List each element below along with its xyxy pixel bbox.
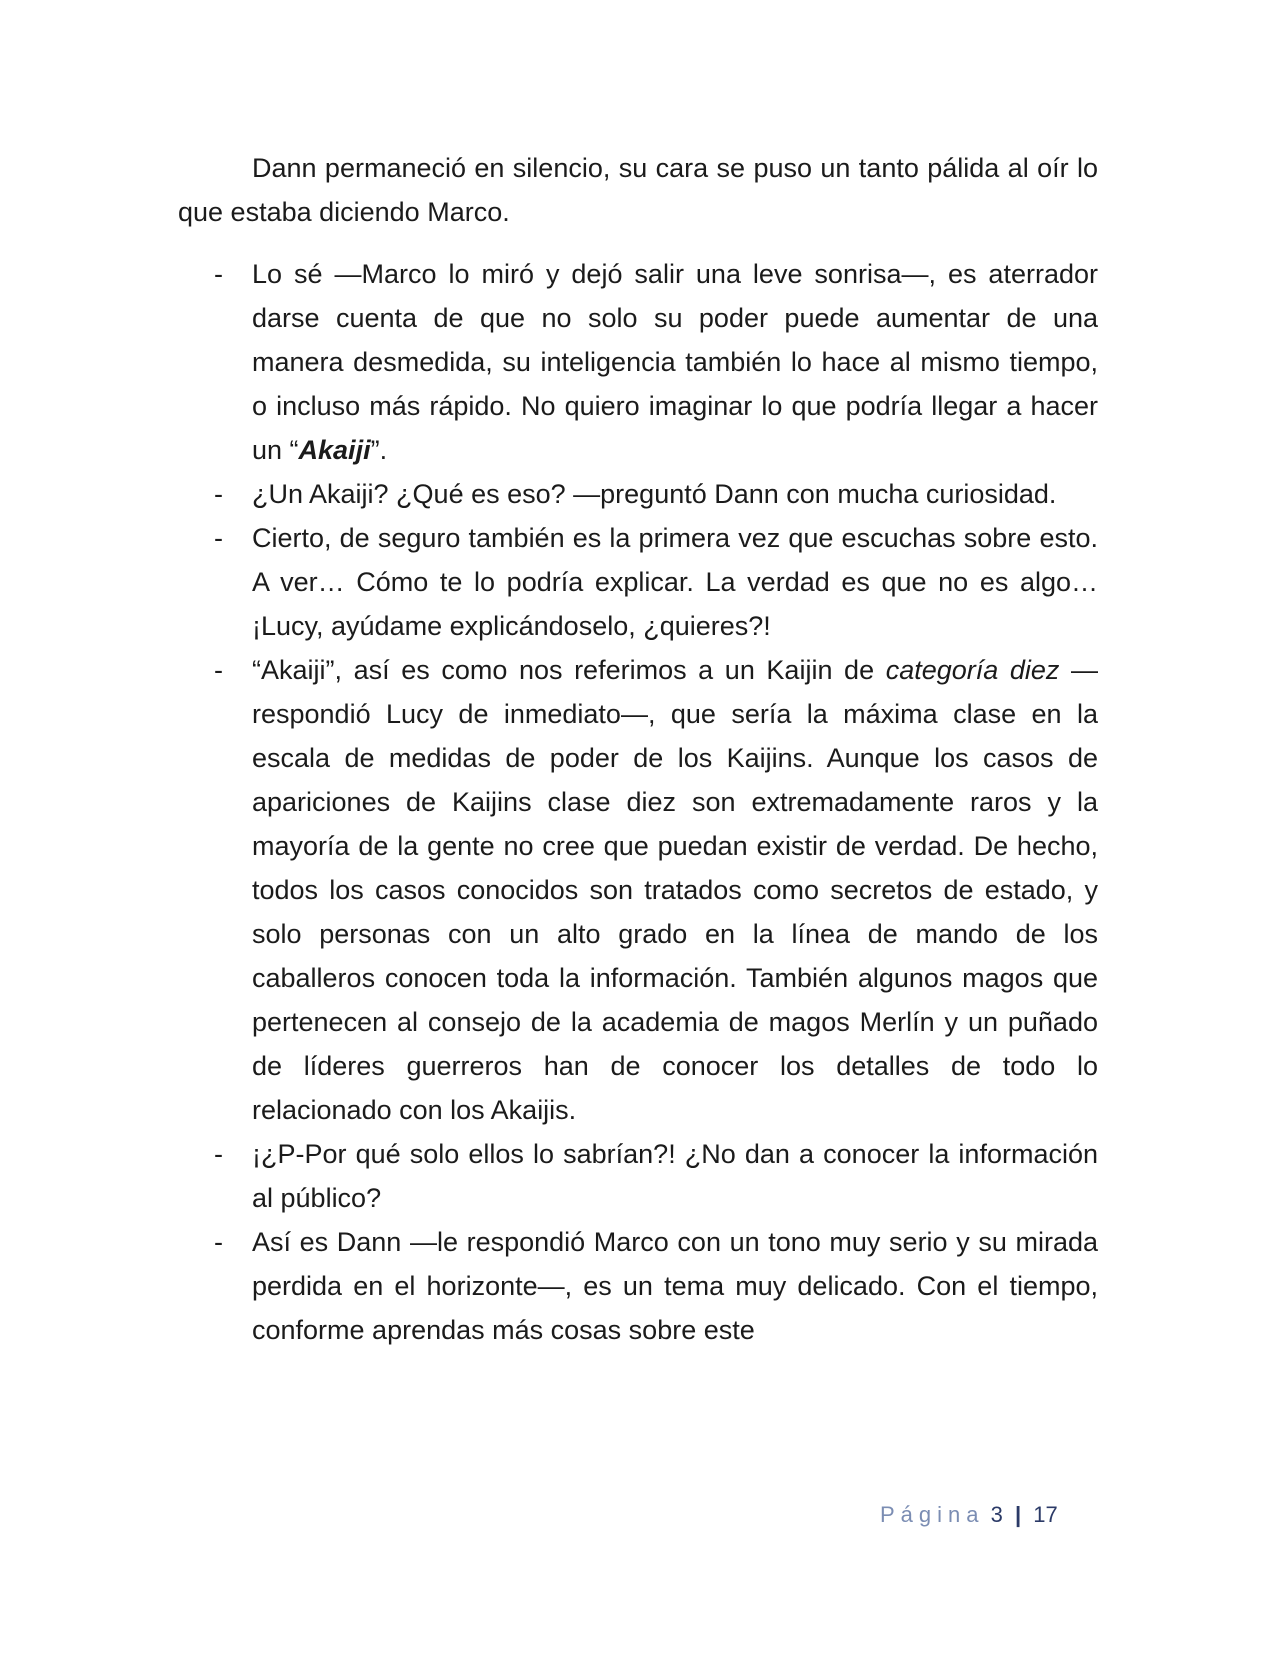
dialogue-list: [178, 252, 1098, 1352]
dialogue-dash: -: [214, 479, 223, 509]
dialogue-dash: -: [214, 523, 223, 553]
page-total: 17: [1033, 1502, 1058, 1527]
page-footer: [880, 1500, 1080, 1530]
dialogue-text-6: Así es Dann —le respondió Marco con un tono muy serio y su mirada perdida en el horizonte—, es un tema muy delicado. Con el tiempo, conforme aprendas más cosas sobre este: [252, 1227, 1098, 1345]
dialogue-line-3: [178, 516, 1098, 648]
dialogue-line-1: [178, 252, 1098, 472]
dialogue-text-1-end: ”.: [370, 435, 388, 465]
dialogue-line-6: [178, 1220, 1098, 1352]
dialogue-text-4-start: “Akaiji”, así es como nos referimos a un Kaijin de: [252, 655, 886, 685]
dialogue-text-1: [252, 252, 1098, 472]
dialogue-line-2: [178, 472, 1098, 516]
page-separator: |: [1015, 1502, 1022, 1527]
term-akaiji: Akaiji: [298, 435, 371, 465]
page-label: Página: [880, 1502, 985, 1527]
dialogue-dash: -: [214, 1227, 223, 1257]
dialogue-text-2: ¿Un Akaiji? ¿Qué es eso? —preguntó Dann con mucha curiosidad.: [252, 479, 1057, 509]
dialogue-dash: -: [214, 259, 223, 289]
dialogue-dash: -: [214, 1139, 223, 1169]
dialogue-text-1-start: Lo sé —Marco lo miró y dejó salir una leve sonrisa—, es aterrador darse cuenta de que no solo su poder puede aumentar de una manera desmedida, su inteligencia también lo hace al mismo tiempo, o incluso más rápido. No quiero imaginar lo que podría llegar a hacer un “: [252, 259, 1098, 465]
dialogue-dash: -: [214, 655, 223, 685]
body-text: [178, 146, 1098, 1352]
dialogue-text-4: [252, 648, 1098, 1132]
page-number: 3: [990, 1502, 1003, 1527]
dialogue-line-4: [178, 648, 1098, 1132]
dialogue-text-5: ¡¿P-Por qué solo ellos lo sabrían?! ¿No dan a conocer la información al público?: [252, 1139, 1098, 1213]
dialogue-text-3: Cierto, de seguro también es la primera vez que escuchas sobre esto. A ver… Cómo te lo podría explicar. La verdad es que no es algo… ¡Lucy, ayúdame explicándoselo, ¿quieres?!: [252, 523, 1098, 641]
term-categoria-diez: categoría diez: [885, 655, 1060, 685]
dialogue-line-5: [178, 1132, 1098, 1220]
intro-paragraph: Dann permaneció en silencio, su cara se puso un tanto pálida al oír lo que estaba diciendo Marco.: [178, 153, 1098, 227]
dialogue-text-4-end: —respondió Lucy de inmediato—, que sería la máxima clase en la escala de medidas de poder de los Kaijins. Aunque los casos de apariciones de Kaijins clase diez son extremadamente raros y la mayoría de la gente no cree que puedan existir de verdad. De hecho, todos los casos conocidos son tratados como secretos de estado, y solo personas con un alto grado en la línea de mando de los caballeros conocen toda la información. También algunos magos que pertenecen al consejo de la academia de magos Merlín y un puñado de líderes guerreros han de conocer los detalles de todo lo relacionado con los Akaijis.: [252, 655, 1098, 1125]
